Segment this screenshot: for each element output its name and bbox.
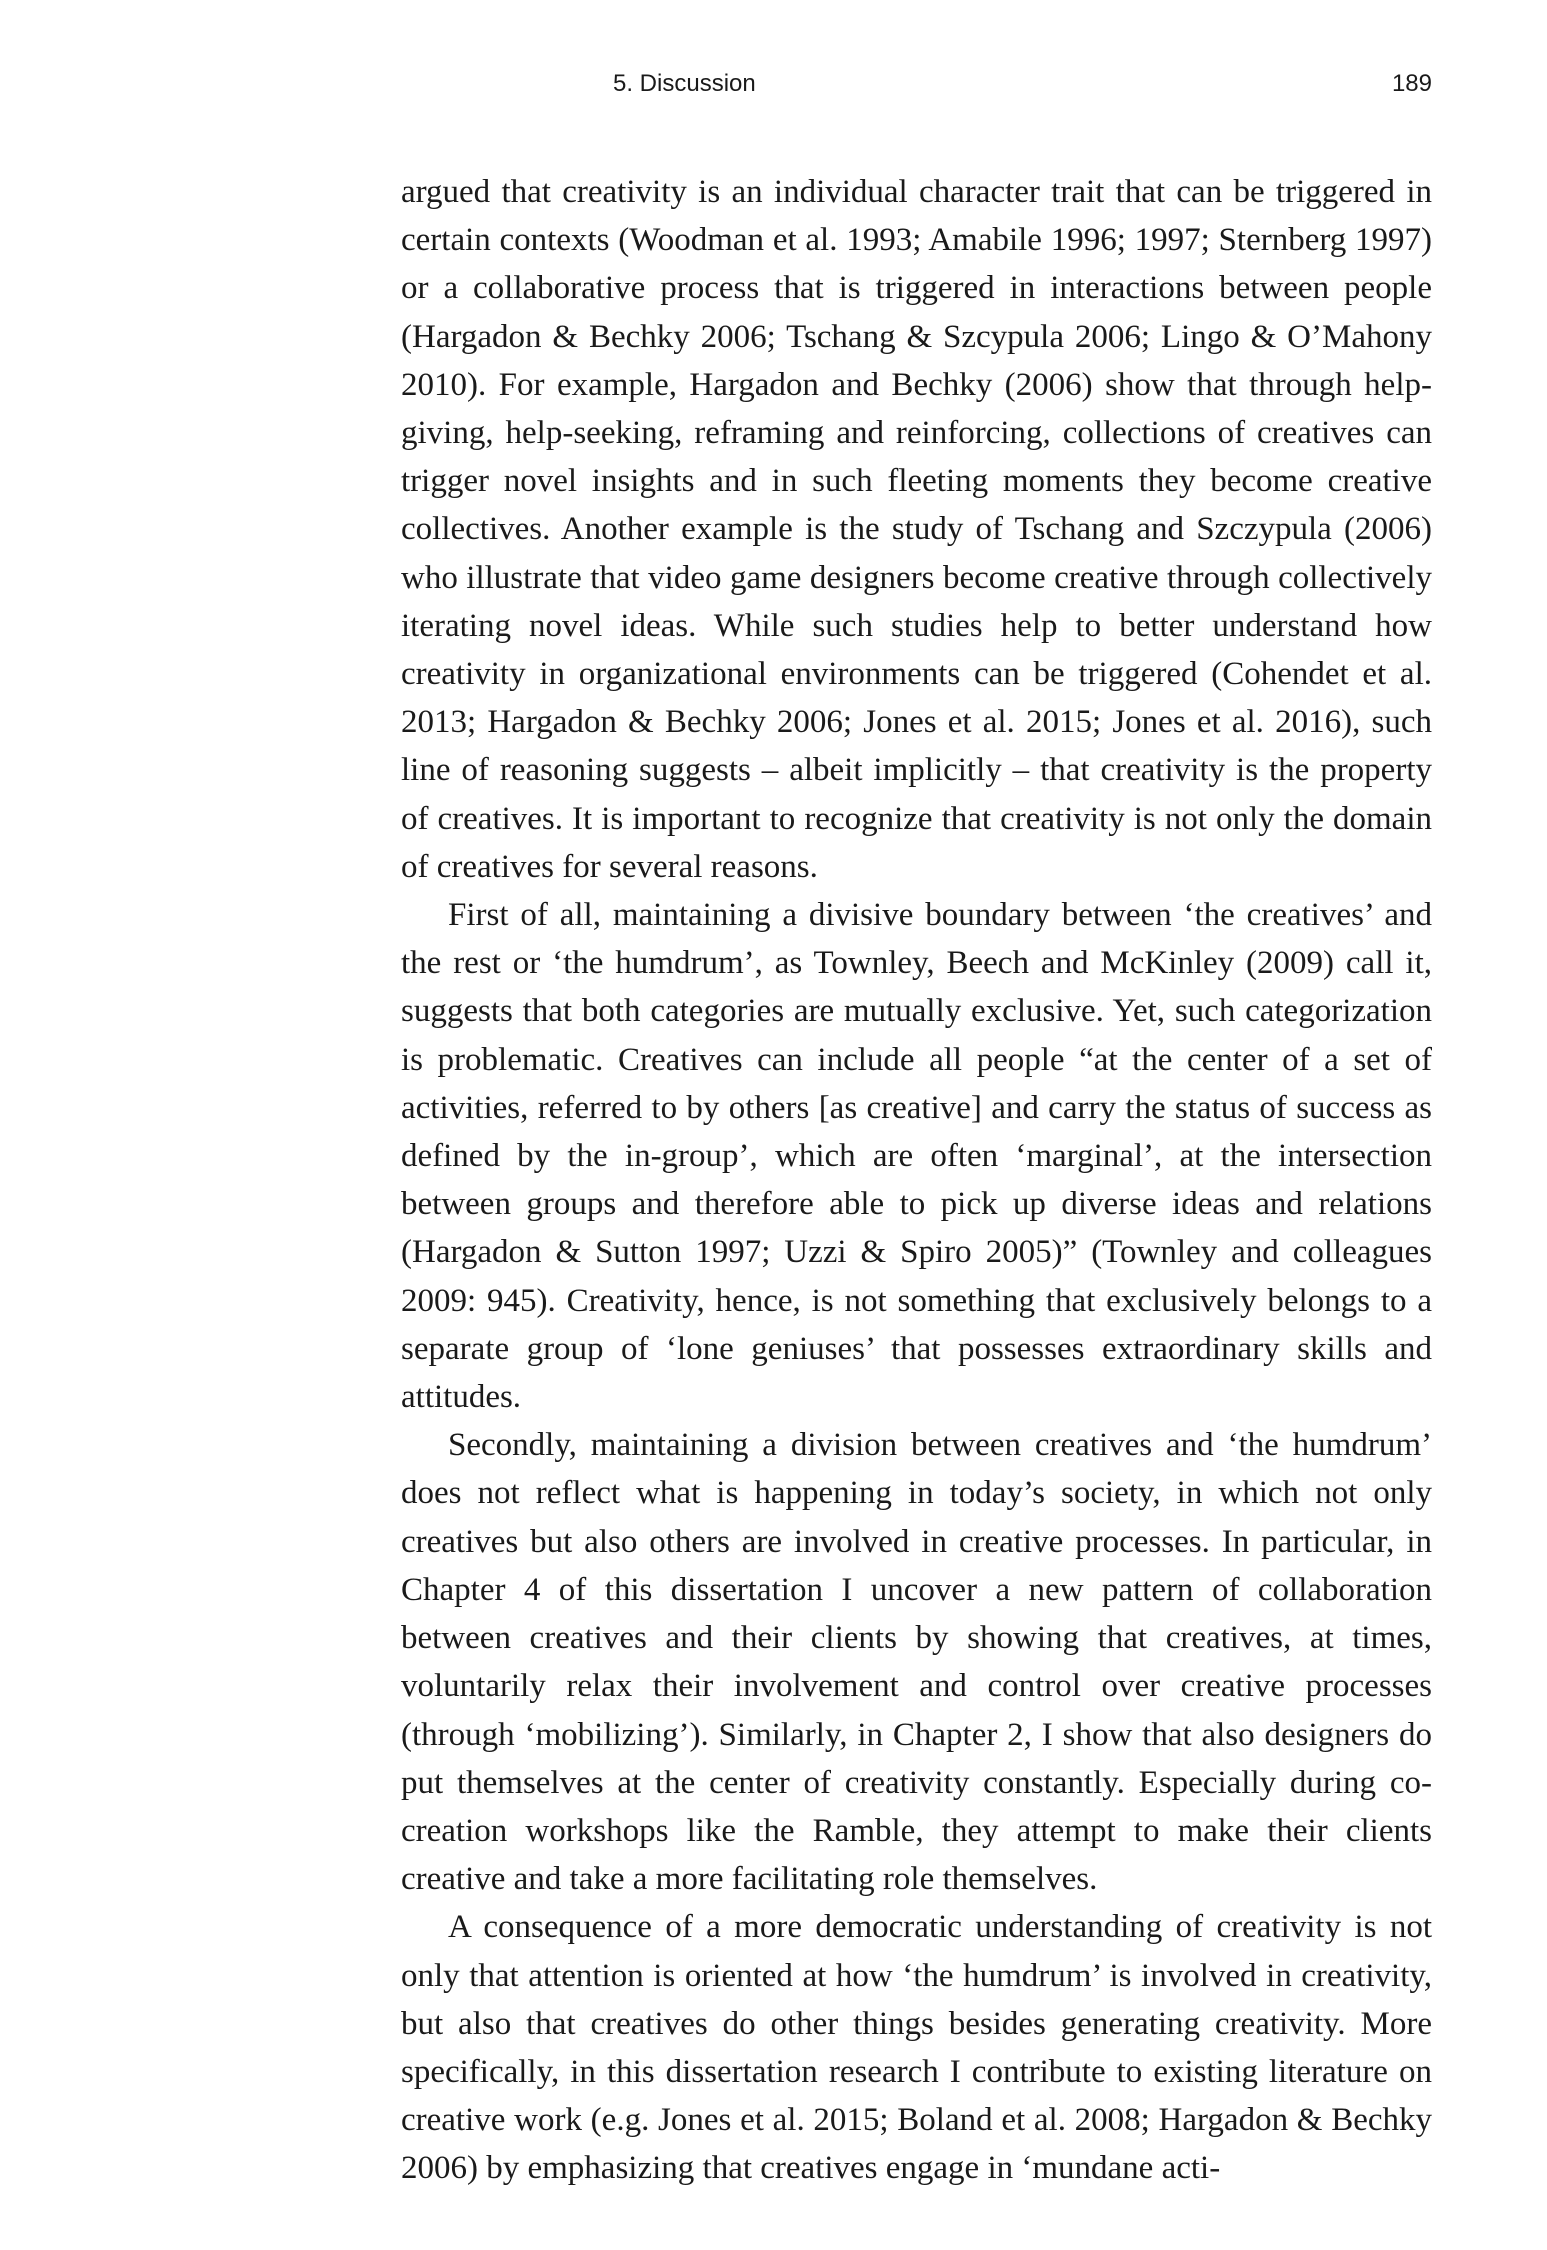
body-text — [401, 168, 1432, 2193]
section-title: 5. Discussion — [613, 70, 756, 97]
paragraph-continued: argued that creativity is an individual character trait that can be triggered in certain contexts (Woodman et al. 1993; Amabile 1996; 1997; Sternberg 1997) or a collaborative process that is triggered in interactions between people (Hargadon & Bechky 2006; Tschang & Szcypula 2006; Lingo & O’Mahony 2010). For example, Hargadon and Bechky (2006) show that through help-giving, help-seeking, reframing and reinforcing, collections of creatives can trigger novel insights and in such fleeting moments they become creative collectives. Another example is the study of Tschang and Szczypula (2006) who illustrate that video game designers become creative through collectively iterating novel ideas. While such studies help to better understand how creativity in organizational environments can be triggered (Cohendet et al. 2013; Hargadon & Bechky 2006; Jones et al. 2015; Jones et al. 2016), such line of reasoning suggests – albeit implicitly – that creativity is the property of creatives. It is important to recognize that creativity is not only the domain of creatives for several reasons. — [401, 174, 1432, 885]
page-number: 189 — [1391, 70, 1432, 97]
paragraph-first-of-all: First of all, maintaining a divisive boundary between ‘the creatives’ and the rest or ‘the humdrum’, as Townley, Beech and McKinley (2009) call it, suggests that both categories are mutually exclusive. Yet, such categorization is problematic. Creatives can include all people “at the center of a set of activities, referred to by others [as creative] and carry the status of success as defined by the in-group’, which are often ‘marginal’, at the intersection between groups and therefore able to pick up diverse ideas and relations (Hargadon & Sutton 1997; Uzzi & Spiro 2005)” (Townley and colleagues 2009: 945). Creativity, hence, is not something that exclusively belongs to a separate group of ‘lone geniuses’ that possesses extraordinary skills and attitudes. — [401, 897, 1432, 1416]
paragraph-consequence: A consequence of a more democratic understanding of creativity is not only that attention is oriented at how ‘the humdrum’ is involved in creativity, but also that creatives do other things besides generating creativity. More specifically, in this dissertation research I contribute to existing literature on creative work (e.g. Jones et al. 2015; Boland et al. 2008; Hargadon & Bechky 2006) by emphasizing that creatives engage in ‘mundane acti- — [401, 1909, 1432, 2187]
paragraph-secondly: Secondly, maintaining a division between creatives and ‘the humdrum’ does not reflect what is happening in today’s society, in which not only creatives but also others are involved in creative processes. In particular, in Chapter 4 of this dissertation I uncover a new pattern of collaboration between creatives and their clients by showing that creatives, at times, voluntarily relax their involvement and control over creative processes (through ‘mobilizing’). Similarly, in Chapter 2, I show that also designers do put themselves at the center of creativity constantly. Especially during co-creation workshops like the Ramble, they attempt to make their clients creative and take a more facilitating role themselves. — [401, 1427, 1432, 1898]
running-header — [613, 70, 1432, 102]
